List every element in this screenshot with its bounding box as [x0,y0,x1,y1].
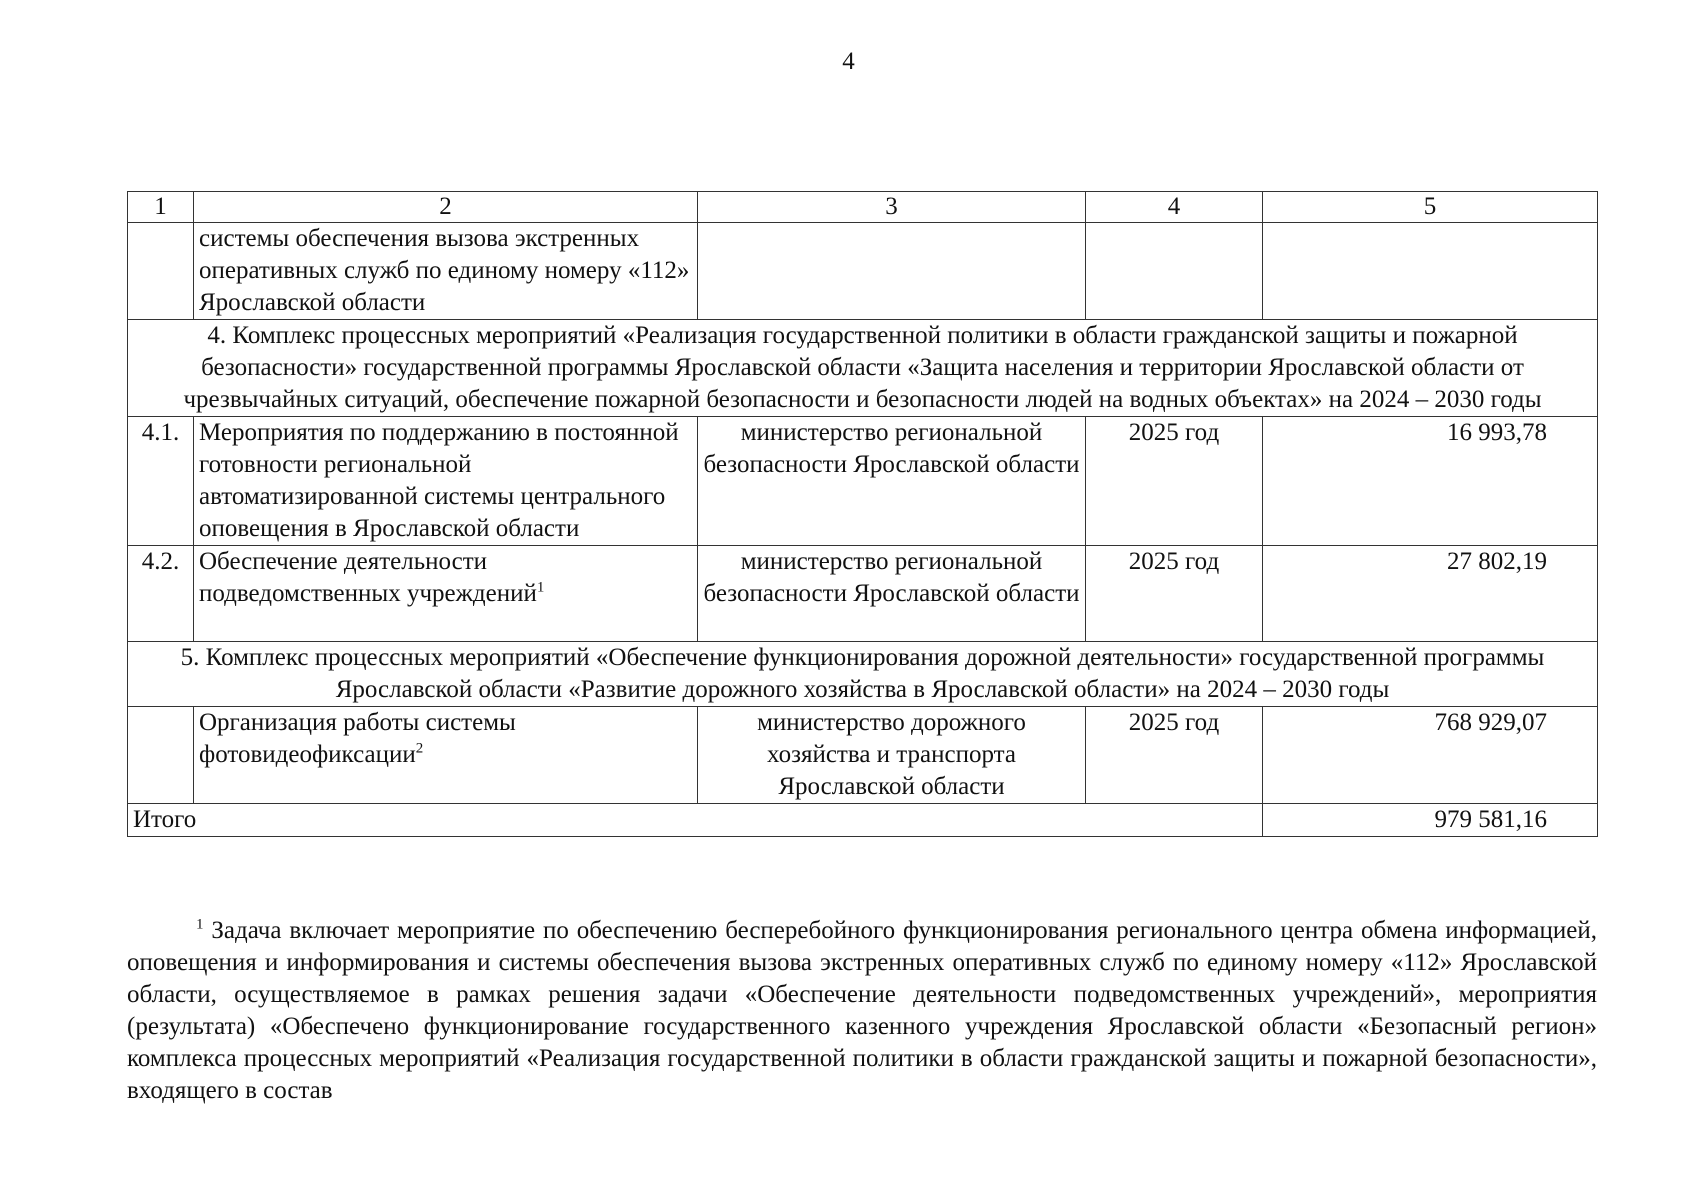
footnote-ref: 2 [415,740,424,757]
table-row [128,546,1598,642]
column-header-3: 3 [698,192,1086,223]
executor-cell: министерство региональной безопасности Ярославской области [698,546,1086,642]
measure-name-cell [194,546,698,642]
amount-cell [1263,223,1598,320]
section-4-title: 4. Комплекс процессных мероприятий «Реализация государственной политики в области гражданской защиты и пожарной безопасности» государственной программы Ярославской области «Защита населения и территории Ярославской области от чрезвычайных ситуаций, обеспечение пожарной безопасности и безопасности людей на водных объектах» на 2024 – 2030 годы [128,320,1598,417]
period-cell: 2025 год [1086,417,1263,546]
total-row [128,804,1598,837]
measure-name: Мероприятия по поддержанию в постоянной готовности региональной автоматизированной системы центрального оповещения в Ярославской области [199,419,679,542]
continuation-row [128,223,1598,320]
row-number-cell: 4.2. [128,546,194,642]
budget-table [127,191,1598,837]
total-label: Итого [128,804,1263,837]
page-number: 4 [842,48,855,75]
row-number-cell [128,223,194,320]
total-amount: 979 581,16 [1263,804,1598,837]
section-header-row [128,320,1598,417]
measure-name-cell: системы обеспечения вызова экстренных оперативных служб по единому номеру «112» Ярославской области [194,223,698,320]
measure-name-cell [194,417,698,546]
period-cell: 2025 год [1086,546,1263,642]
footnote-marker: 1 [196,916,204,933]
footnote [127,915,1597,1107]
section-5-title: 5. Комплекс процессных мероприятий «Обеспечение функционирования дорожной деятельности» государственной программы Ярославской области «Развитие дорожного хозяйства в Ярославской области» на 2024 – 2030 годы [128,642,1598,707]
column-header-1: 1 [128,192,194,223]
footnote-text: Задача включает мероприятие по обеспечению бесперебойного функционирования регионального центра обмена информацией, оповещения и информирования и системы обеспечения вызова экстренных оперативных служб по единому номеру «112» Ярославской области, осуществляемое в рамках решения задачи «Обеспечение деятельности подведомственных учреждений», мероприятия (результата) «Обеспечено функционирование государственного казенного учреждения Ярославской области «Безопасный регион» комплекса процессных мероприятий «Реализация государственной политики в области гражданской защиты и пожарной безопасности», входящего в состав [127,917,1597,1104]
column-header-4: 4 [1086,192,1263,223]
measure-name: Обеспечение деятельности подведомственных учреждений [199,548,537,607]
table-row [128,707,1598,804]
column-header-5: 5 [1263,192,1598,223]
table-row [128,417,1598,546]
period-cell: 2025 год [1086,707,1263,804]
amount-cell: 768 929,07 [1263,707,1598,804]
column-header-2: 2 [194,192,698,223]
footnote-ref: 1 [536,579,545,596]
executor-cell [698,223,1086,320]
section-header-row [128,642,1598,707]
period-cell [1086,223,1263,320]
measure-name: Организация работы системы фотовидеофиксации [199,709,516,768]
row-number-cell [128,707,194,804]
executor-cell: министерство дорожного хозяйства и транспорта Ярославской области [698,707,1086,804]
amount-cell: 16 993,78 [1263,417,1598,546]
amount-cell: 27 802,19 [1263,546,1598,642]
executor-cell: министерство региональной безопасности Ярославской области [698,417,1086,546]
table-header-row [128,192,1598,223]
measure-name-cell [194,707,698,804]
row-number-cell: 4.1. [128,417,194,546]
